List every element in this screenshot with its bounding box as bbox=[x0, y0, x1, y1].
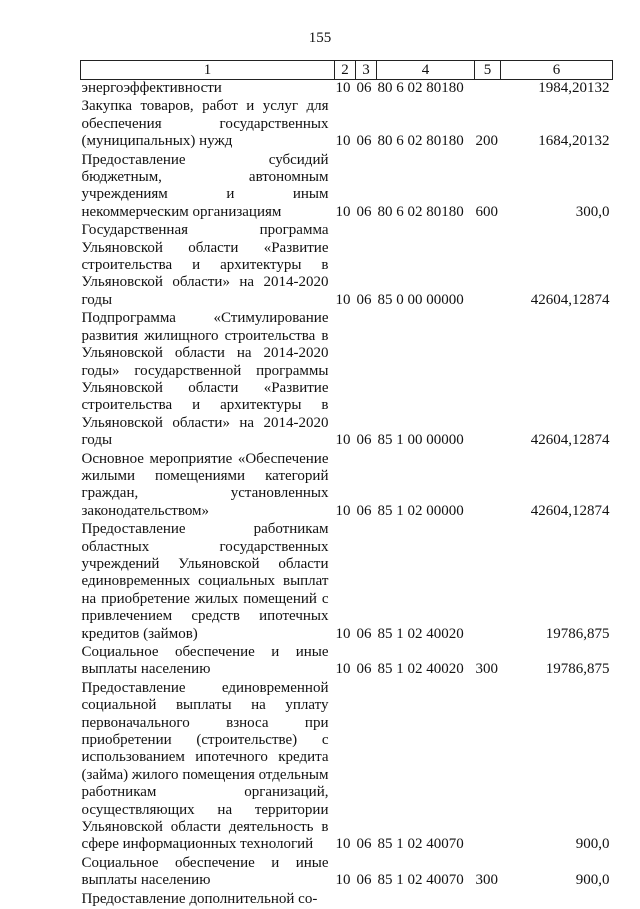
row-amount: 19786,875 bbox=[545, 661, 610, 678]
budget-table bbox=[80, 60, 613, 909]
row-expense-type bbox=[475, 310, 501, 450]
row-expense-type: 300 bbox=[475, 661, 498, 678]
row-amount: 900,0 bbox=[575, 872, 610, 889]
row-amount: 42604,12874 bbox=[530, 432, 610, 449]
row-section bbox=[335, 891, 356, 909]
row-subsection: 06 bbox=[356, 133, 372, 150]
row-subsection: 06 bbox=[356, 625, 372, 642]
row-target-code: 85 0 00 00000 bbox=[377, 291, 464, 308]
row-subsection: 06 bbox=[356, 291, 372, 308]
row-target-code: 85 1 02 40020 bbox=[377, 625, 464, 642]
row-name: Закупка товаров, работ и услуг для обеспечения государственных (муниципальных) нужд bbox=[81, 98, 329, 150]
row-section: 10 bbox=[335, 502, 351, 519]
row-expense-type bbox=[475, 521, 501, 644]
row-expense-type: 200 bbox=[475, 133, 498, 150]
row-name: Предоставление субсидий бюджетным, автономным учреждениям и иным некоммерческим организациям bbox=[81, 151, 329, 220]
row-name: энергоэффективности bbox=[81, 80, 222, 96]
row-name: Основное мероприятие «Обеспечение жилыми помещениями категорий граждан, установленных законодательством» bbox=[81, 450, 329, 519]
row-subsection: 06 bbox=[356, 432, 372, 449]
table-row bbox=[81, 152, 613, 223]
row-target-code: 85 1 02 40070 bbox=[377, 836, 464, 853]
row-subsection: 06 bbox=[356, 203, 372, 220]
row-name: Предоставление единовременной социальной выплаты на уплату первоначального взноса при приобретении (строительстве) с использованием ипотечного кредита (займа) жилого помещения отдельным работникам организаций, осуществляющих на территории Ульяновской области деятельность в сфере информационных технологий bbox=[81, 679, 329, 853]
row-target-code: 80 6 02 80180 bbox=[377, 80, 464, 96]
table-row bbox=[81, 855, 613, 891]
row-target-code: 80 6 02 80180 bbox=[377, 133, 464, 150]
row-amount: 42604,12874 bbox=[530, 291, 610, 308]
row-name: Подпрограмма «Стимулирование развития жилищного строительства в Ульяновской области на 2014-2020 годы» государственной программы Ульяновской области «Развитие строительства и архитектуры в Ульяновской области» на 2014-2020 годы bbox=[81, 310, 329, 449]
row-name: Государственная программа Ульяновской области «Развитие строительства и архитектуры в Ульяновской области» на 2014-2020 годы bbox=[81, 222, 329, 308]
row-section: 10 bbox=[335, 625, 351, 642]
row-section: 10 bbox=[335, 836, 351, 853]
row-section: 10 bbox=[335, 661, 351, 678]
row-expense-type: 300 bbox=[475, 872, 498, 889]
row-target-code: 85 1 00 00000 bbox=[377, 432, 464, 449]
row-amount: 1684,20132 bbox=[538, 133, 610, 150]
row-subsection bbox=[356, 891, 377, 909]
row-name: Социальное обеспечение и иные выплаты населению bbox=[81, 644, 329, 678]
row-subsection: 06 bbox=[356, 502, 372, 519]
row-subsection: 06 bbox=[356, 80, 372, 96]
row-target-code: 85 1 02 40070 bbox=[377, 872, 464, 889]
row-expense-type bbox=[475, 451, 501, 522]
table-row bbox=[81, 521, 613, 644]
header-col-4: 4 bbox=[377, 61, 475, 80]
row-amount: 42604,12874 bbox=[530, 502, 610, 519]
table-row bbox=[81, 451, 613, 522]
table-row bbox=[81, 310, 613, 450]
row-section: 10 bbox=[335, 291, 351, 308]
row-target-code bbox=[377, 891, 475, 909]
row-target-code: 85 1 02 00000 bbox=[377, 502, 464, 519]
row-section: 10 bbox=[335, 203, 351, 220]
row-amount: 300,0 bbox=[575, 203, 610, 220]
table-row bbox=[81, 98, 613, 151]
row-amount: 19786,875 bbox=[545, 625, 610, 642]
header-col-1: 1 bbox=[81, 61, 335, 80]
row-expense-type bbox=[475, 891, 501, 909]
row-expense-type: 600 bbox=[475, 203, 498, 220]
table-row bbox=[81, 891, 613, 909]
row-expense-type bbox=[475, 222, 501, 310]
row-section: 10 bbox=[335, 432, 351, 449]
page-number: 155 bbox=[308, 30, 332, 46]
row-subsection: 06 bbox=[356, 872, 372, 889]
header-col-5: 5 bbox=[475, 61, 501, 80]
header-col-6: 6 bbox=[501, 61, 613, 80]
header-col-3: 3 bbox=[356, 61, 377, 80]
row-amount: 900,0 bbox=[575, 836, 610, 853]
table-row bbox=[81, 80, 613, 99]
row-name: Предоставление работникам областных государственных учреждений Ульяновской области единовременных социальных выплат на приобретение жилых помещений с привлечением средств ипотечных кредитов (займов) bbox=[81, 521, 329, 642]
row-name: Предоставление дополнительной со- bbox=[81, 890, 318, 907]
table-row bbox=[81, 222, 613, 310]
row-name: Социальное обеспечение и иные выплаты населению bbox=[81, 854, 329, 889]
row-section: 10 bbox=[335, 80, 351, 96]
header-col-2: 2 bbox=[335, 61, 356, 80]
row-subsection: 06 bbox=[356, 661, 372, 678]
table-row bbox=[81, 644, 613, 680]
row-target-code: 80 6 02 80180 bbox=[377, 203, 464, 220]
row-section: 10 bbox=[335, 872, 351, 889]
row-section: 10 bbox=[335, 133, 351, 150]
row-subsection: 06 bbox=[356, 836, 372, 853]
row-expense-type bbox=[475, 80, 501, 99]
table-header-row bbox=[81, 61, 613, 80]
table-row bbox=[81, 680, 613, 855]
row-amount: 1984,20132 bbox=[538, 80, 610, 96]
row-target-code: 85 1 02 40020 bbox=[377, 661, 464, 678]
row-amount bbox=[501, 891, 613, 909]
row-expense-type bbox=[475, 680, 501, 855]
